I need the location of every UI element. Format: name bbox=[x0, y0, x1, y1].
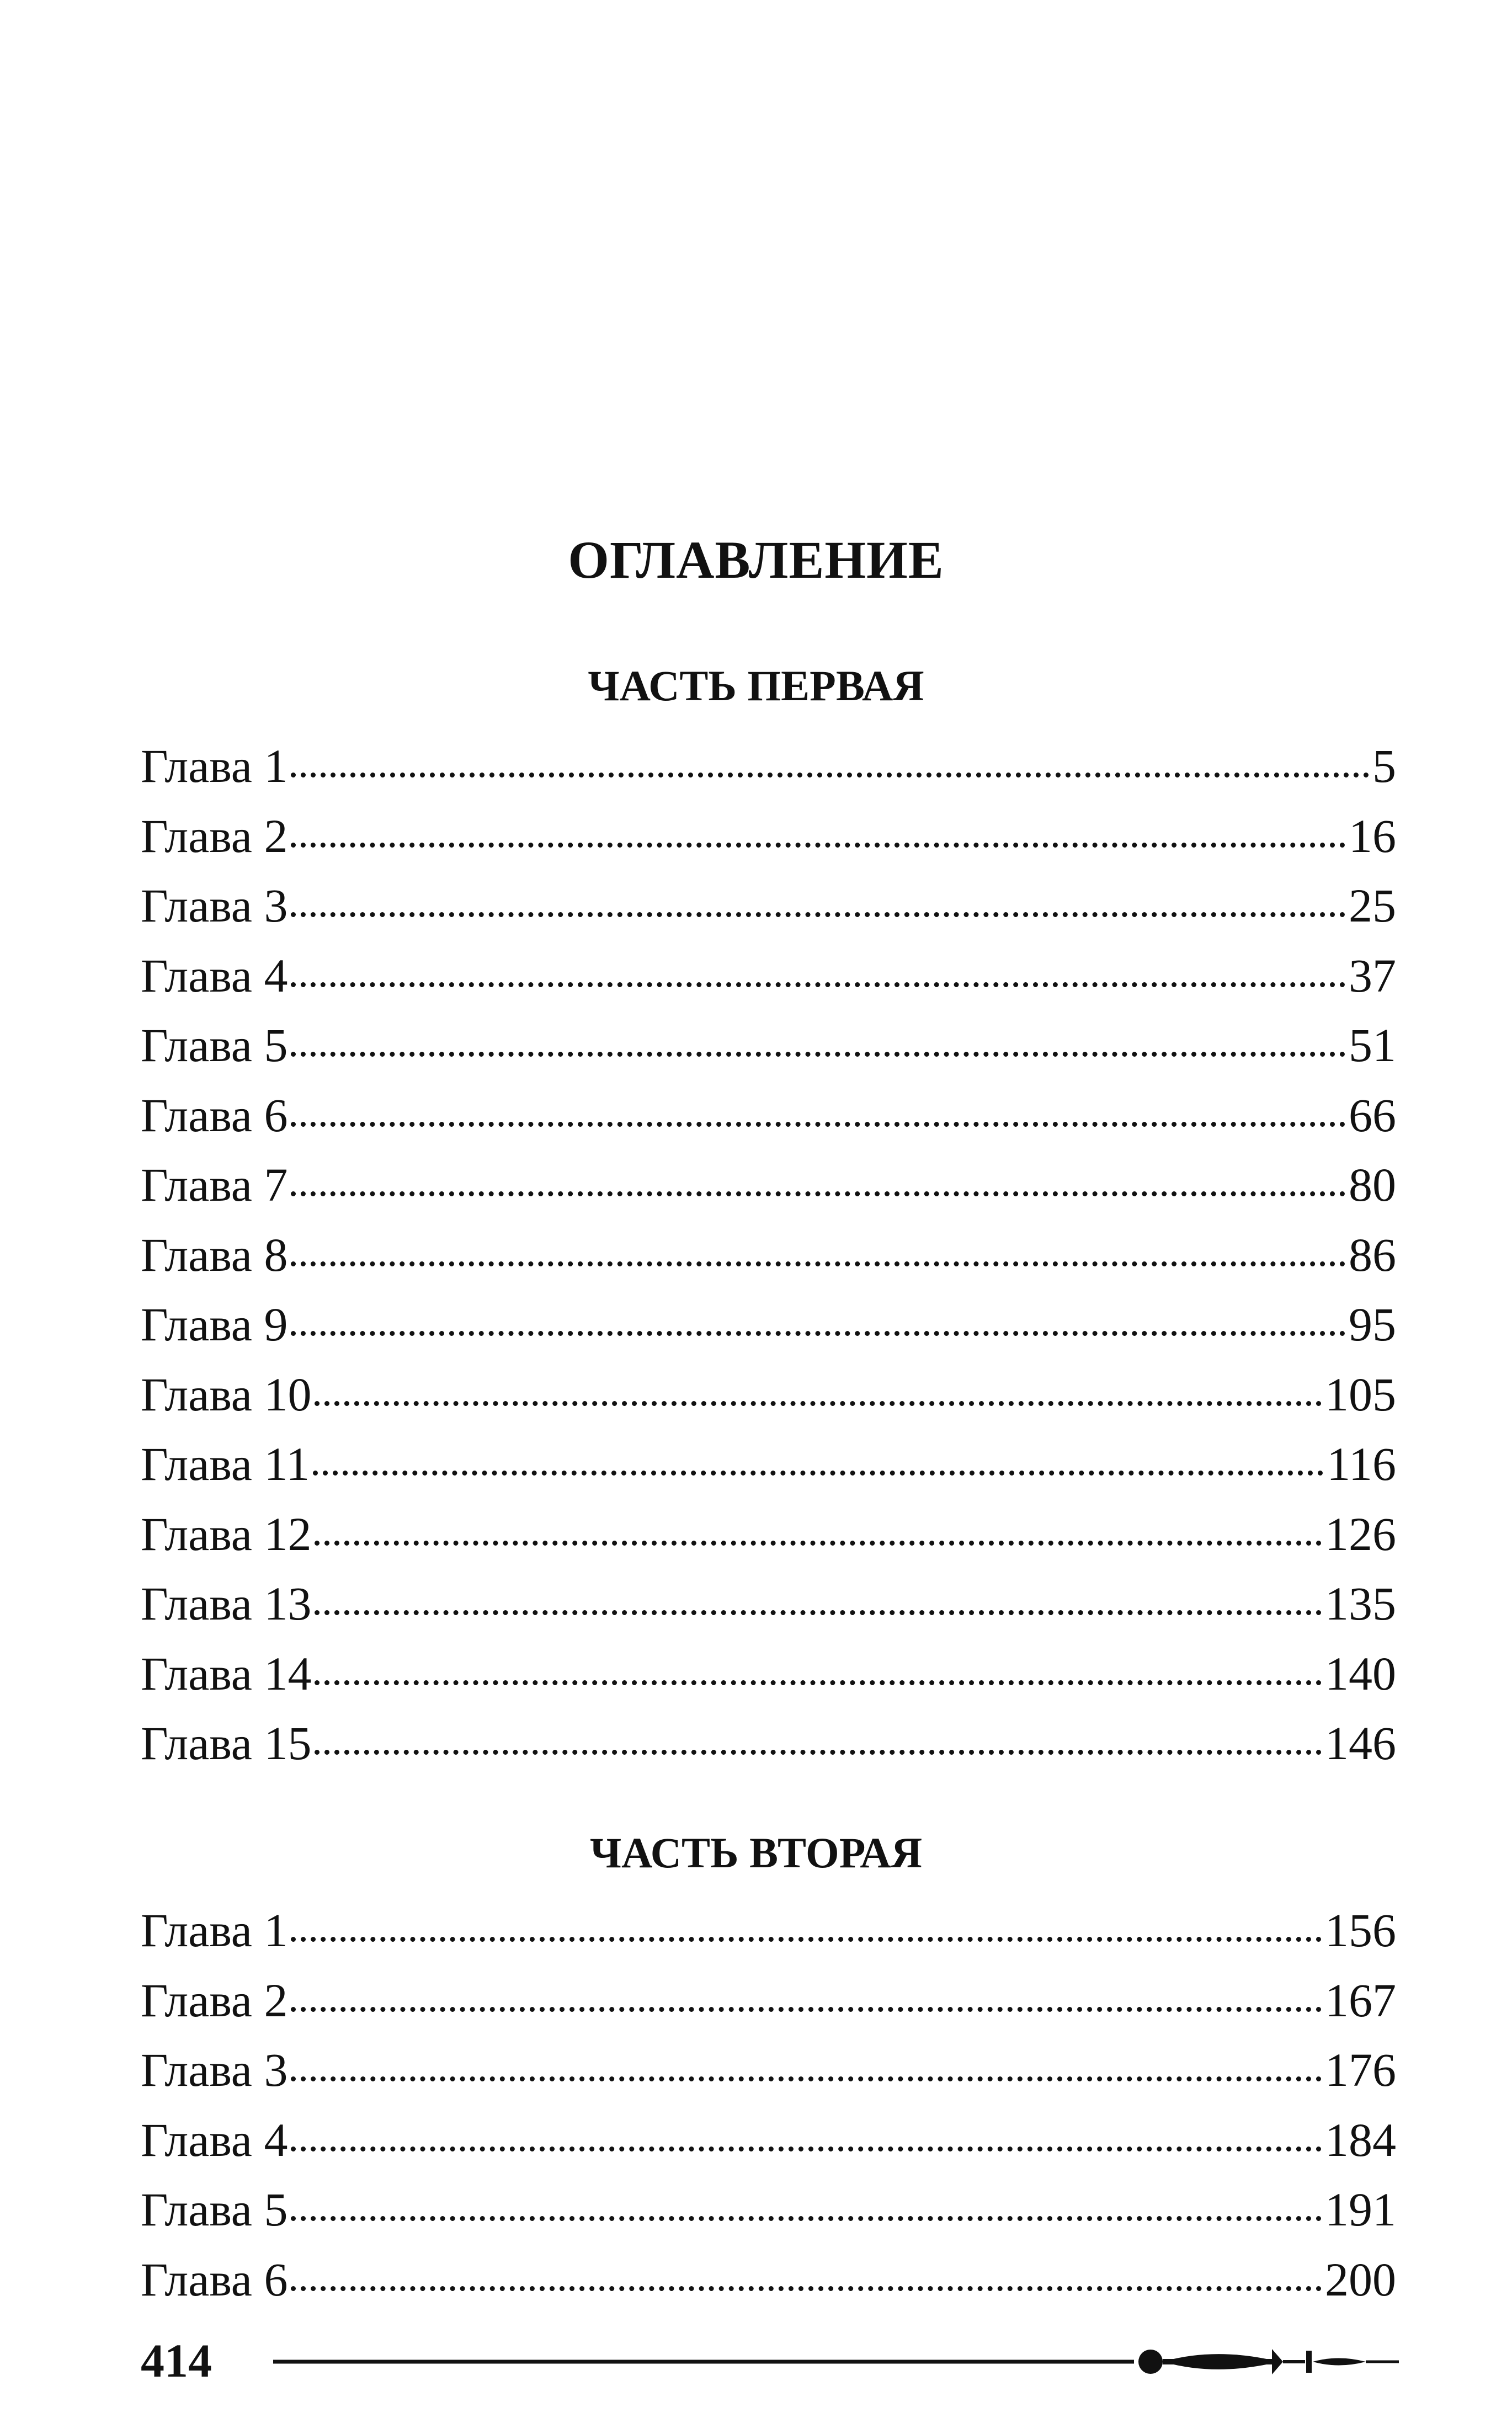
toc-entry[interactable] bbox=[141, 1569, 1396, 1639]
toc-entry[interactable] bbox=[141, 801, 1396, 871]
part-heading-first: ЧАСТЬ ПЕРВАЯ bbox=[588, 662, 924, 710]
chapter-page-number: 191 bbox=[1325, 2183, 1396, 2236]
toc-entry[interactable] bbox=[141, 1220, 1396, 1290]
toc-entry[interactable] bbox=[141, 871, 1396, 941]
toc-list-part-1 bbox=[141, 731, 1396, 1778]
dot-leader bbox=[315, 1401, 1322, 1406]
chapter-label: Глава 5 bbox=[141, 2183, 288, 2236]
page-title: ОГЛАВЛЕНИЕ bbox=[568, 530, 944, 589]
toc-entry[interactable] bbox=[141, 1150, 1396, 1220]
dot-leader bbox=[291, 2286, 1322, 2291]
chapter-label: Глава 4 bbox=[141, 949, 288, 1002]
chapter-label: Глава 2 bbox=[141, 1973, 288, 2027]
toc-entry[interactable] bbox=[141, 1966, 1396, 2036]
chapter-page-number: 156 bbox=[1325, 1904, 1396, 1957]
dot-leader bbox=[315, 1610, 1322, 1615]
chapter-page-number: 51 bbox=[1349, 1019, 1396, 1072]
chapter-page-number: 135 bbox=[1325, 1577, 1396, 1630]
toc-entry[interactable] bbox=[141, 731, 1396, 801]
toc-entry[interactable] bbox=[141, 2245, 1396, 2315]
toc-entry[interactable] bbox=[141, 1429, 1396, 1499]
chapter-page-number: 25 bbox=[1349, 879, 1396, 932]
dot-leader bbox=[291, 1261, 1345, 1266]
chapter-label: Глава 1 bbox=[141, 739, 288, 792]
chapter-label: Глава 14 bbox=[141, 1647, 312, 1700]
toc-entry[interactable] bbox=[141, 1499, 1396, 1569]
dot-leader bbox=[291, 1052, 1345, 1057]
dot-leader bbox=[291, 773, 1369, 777]
toc-entry[interactable] bbox=[141, 1080, 1396, 1151]
chapter-label: Глава 10 bbox=[141, 1367, 312, 1421]
chapter-label: Глава 8 bbox=[141, 1228, 288, 1281]
toc-entry[interactable] bbox=[141, 2175, 1396, 2245]
chapter-page-number: 140 bbox=[1325, 1647, 1396, 1700]
dot-leader bbox=[291, 1122, 1345, 1127]
chapter-label: Глава 6 bbox=[141, 2252, 288, 2306]
chapter-label: Глава 13 bbox=[141, 1577, 312, 1630]
dot-leader bbox=[315, 1750, 1322, 1755]
chapter-page-number: 95 bbox=[1349, 1298, 1396, 1351]
chapter-page-number: 184 bbox=[1325, 2113, 1396, 2166]
dot-leader bbox=[291, 843, 1345, 848]
chapter-page-number: 200 bbox=[1325, 2252, 1396, 2306]
chapter-label: Глава 11 bbox=[141, 1437, 310, 1490]
dot-leader bbox=[291, 2147, 1322, 2151]
chapter-page-number: 37 bbox=[1349, 949, 1396, 1002]
chapter-page-number: 86 bbox=[1349, 1228, 1396, 1281]
toc-entry[interactable] bbox=[141, 1010, 1396, 1080]
chapter-label: Глава 3 bbox=[141, 879, 288, 932]
chapter-page-number: 176 bbox=[1325, 2043, 1396, 2096]
chapter-label: Глава 6 bbox=[141, 1088, 288, 1142]
dot-leader bbox=[291, 2216, 1322, 2221]
chapter-label: Глава 1 bbox=[141, 1904, 288, 1957]
toc-entry[interactable] bbox=[141, 941, 1396, 1011]
part-heading-second: ЧАСТЬ ВТОРАЯ bbox=[589, 1829, 923, 1877]
dot-leader bbox=[291, 912, 1345, 917]
dot-leader bbox=[315, 1541, 1322, 1546]
chapter-page-number: 167 bbox=[1325, 1973, 1396, 2027]
chapter-label: Глава 7 bbox=[141, 1158, 288, 1211]
dot-leader bbox=[291, 1937, 1322, 1942]
chapter-page-number: 146 bbox=[1325, 1717, 1396, 1770]
dot-leader bbox=[291, 1331, 1345, 1336]
chapter-page-number: 126 bbox=[1325, 1507, 1396, 1560]
chapter-label: Глава 2 bbox=[141, 809, 288, 862]
chapter-label: Глава 15 bbox=[141, 1717, 312, 1770]
chapter-label: Глава 12 bbox=[141, 1507, 312, 1560]
chapter-page-number: 105 bbox=[1325, 1367, 1396, 1421]
toc-entry[interactable] bbox=[141, 2105, 1396, 2175]
dot-leader bbox=[291, 982, 1345, 987]
dot-leader bbox=[313, 1471, 1323, 1476]
page-number: 414 bbox=[141, 2334, 212, 2387]
toc-entry[interactable] bbox=[141, 1290, 1396, 1360]
chapter-label: Глава 4 bbox=[141, 2113, 288, 2166]
chapter-label: Глава 3 bbox=[141, 2043, 288, 2096]
dot-leader bbox=[291, 2076, 1322, 2081]
chapter-label: Глава 5 bbox=[141, 1019, 288, 1072]
chapter-page-number: 16 bbox=[1349, 809, 1396, 862]
dot-leader bbox=[291, 1191, 1345, 1196]
dot-leader bbox=[315, 1680, 1322, 1685]
toc-entry[interactable] bbox=[141, 1360, 1396, 1430]
chapter-page-number: 5 bbox=[1372, 739, 1396, 792]
dot-leader bbox=[291, 2007, 1322, 2012]
chapter-label: Глава 9 bbox=[141, 1298, 288, 1351]
toc-entry[interactable] bbox=[141, 2035, 1396, 2105]
toc-entry[interactable] bbox=[141, 1708, 1396, 1778]
toc-entry[interactable] bbox=[141, 1639, 1396, 1709]
chapter-page-number: 116 bbox=[1327, 1437, 1396, 1490]
decorative-rule-icon bbox=[273, 2337, 1399, 2387]
toc-entry[interactable] bbox=[141, 1895, 1396, 1966]
chapter-page-number: 66 bbox=[1349, 1088, 1396, 1142]
chapter-page-number: 80 bbox=[1349, 1158, 1396, 1211]
toc-list-part-2 bbox=[141, 1895, 1396, 2314]
